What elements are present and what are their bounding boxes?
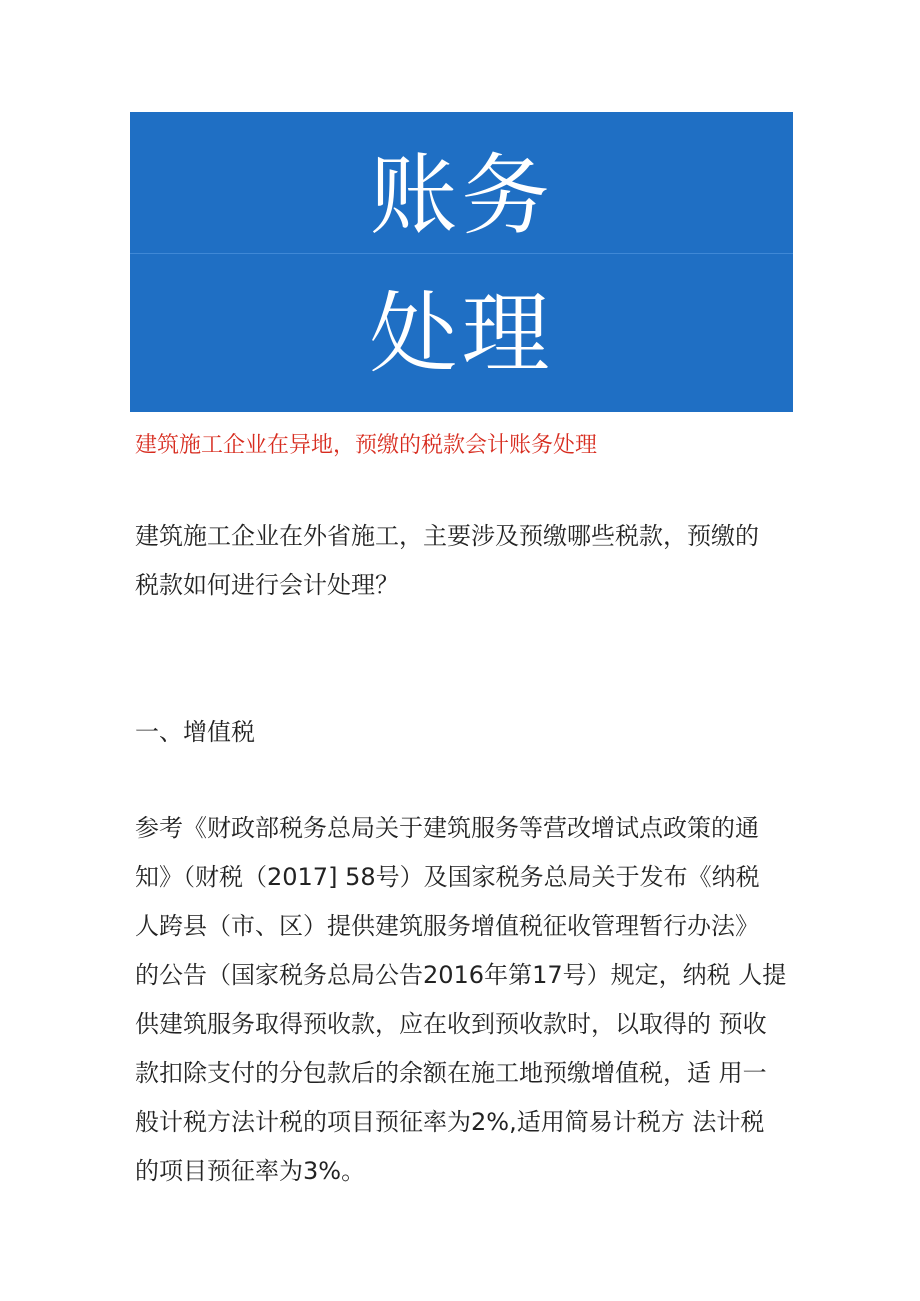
intro-paragraph: [135, 512, 795, 610]
intro-line: 建筑施工企业在外省施工，主要涉及预缴哪些税款，预缴的: [135, 522, 759, 550]
body-line: 的项目预征率为3%。: [135, 1157, 366, 1185]
section-body-paragraph: [135, 804, 795, 1196]
intro-line: 税款如何进行会计处理？: [135, 571, 399, 599]
body-line: 般计税方法计税的项目预征率为2%,适用简易计税方 法计税: [135, 1108, 765, 1136]
body-line: 供建筑服务取得预收款，应在收到预收款时，以取得的 预收: [135, 1010, 767, 1038]
body-line: 的公告（国家税务总局公告2016年第17号）规定，纳税 人提: [135, 961, 787, 989]
title-banner: [130, 112, 793, 412]
body-line: 款扣除支付的分包款后的余额在施工地预缴增值税，适 用一: [135, 1059, 767, 1087]
banner-divider: [130, 253, 793, 254]
section-heading-vat: 一、增值税: [135, 718, 255, 746]
body-line: 知》（财税（2017] 58号）及国家税务总局关于发布《纳税: [135, 863, 760, 891]
banner-title-line-1: 账务: [369, 144, 554, 247]
body-line: 人跨县（市、区）提供建筑服务增值税征收管理暂行办法》: [135, 912, 759, 940]
banner-title-line-2: 处理: [369, 282, 554, 385]
body-line: 参考《财政部税务总局关于建筑服务等营改增试点政策的通: [135, 814, 759, 842]
article-subtitle: 建筑施工企业在异地，预缴的税款会计账务处理: [135, 433, 598, 458]
